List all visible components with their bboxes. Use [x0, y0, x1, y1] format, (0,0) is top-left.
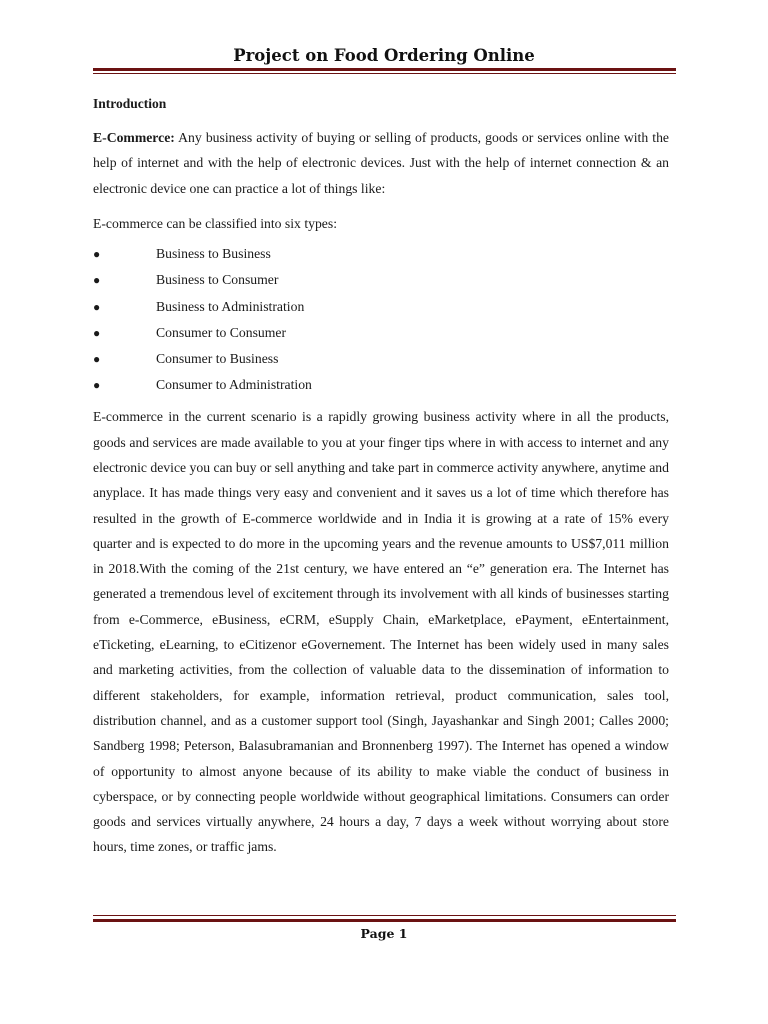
list-item-text: Consumer to Business	[156, 350, 279, 366]
list-item-text: Business to Administration	[156, 298, 305, 314]
bullet-icon: ●	[93, 351, 101, 366]
types-list	[93, 241, 669, 398]
document-body	[93, 94, 669, 860]
ecommerce-label: E-Commerce:	[93, 130, 175, 145]
list-item	[93, 294, 669, 320]
bullet-icon: ●	[93, 273, 101, 288]
bullet-icon: ●	[93, 378, 101, 393]
list-item-text: Consumer to Consumer	[156, 324, 287, 340]
types-intro: E-commerce can be classified into six types:	[93, 216, 338, 232]
section-heading: Introduction	[93, 96, 167, 111]
list-item-text: Consumer to Administration	[156, 377, 312, 393]
list-item	[93, 346, 669, 372]
bullet-icon: ●	[93, 247, 101, 262]
footer-rule-thin	[93, 915, 676, 916]
header-rule-thin	[93, 73, 676, 74]
document-header-title: Project on Food Ordering Online	[233, 46, 535, 65]
bullet-icon: ●	[93, 299, 101, 314]
ecommerce-text: Any business activity of buying or selling of products, goods or services online with the help of internet and with the help of electronic devices. Just with the help of internet connection & an electronic device one can practice a lot of things like:	[93, 130, 669, 196]
list-item	[93, 320, 669, 346]
list-item-text: Business to Business	[156, 246, 271, 262]
bullet-icon: ●	[93, 325, 101, 340]
page-number: Page 1	[360, 926, 408, 941]
header-rule-thick	[93, 68, 676, 71]
list-item	[93, 372, 669, 398]
footer-rule-thick	[93, 919, 676, 922]
main-paragraph: E-commerce in the current scenario is a rapidly growing business activity where in all the products, goods and services are made available to you at your finger tips where in with access to internet and any electronic device you can buy or sell anything and take part in commerce activity anywhere, anytime and anyplace. It has made things very easy and convenient and it saves us a lot of time which therefore has resulted in the growth of E-commerce worldwide and in India it is growing at a rate of 15% every quarter and is expected to do more in the upcoming years and the revenue amounts to US$7,011 million in 2018.With the coming of the 21st century, we have entered an “e” generation era. The Internet has generated a tremendous level of excitement through its involvement with all kinds of businesses starting from e-Commerce, eBusiness, eCRM, eSupply Chain, eMarketplace, ePayment, eEntertainment, eTicketing, eLearning, to eCitizenor eGovernement. The Internet has been widely used in many sales and marketing activities, from the collection of valuable data to the dissemination of information to different stakeholders, for example, information retrieval, product communication, sales tool, distribution channel, and as a customer support tool (Singh, Jayashankar and Singh 2001; Calles 2000; Sandberg 1998; Peterson, Balasubramanian and Bronnenberg 1997). The Internet has opened a window of opportunity to almost anyone because of its ability to make viable the conduct of business in cyberspace, or by connecting people worldwide without geographical limitations. Consumers can order goods and services virtually anywhere, 24 hours a day, 7 days a week without worrying about store hours, time zones, or traffic jams.	[93, 409, 669, 855]
ecommerce-definition	[93, 125, 669, 201]
list-item	[93, 241, 669, 267]
list-item	[93, 267, 669, 293]
list-item-text: Business to Consumer	[156, 272, 279, 288]
